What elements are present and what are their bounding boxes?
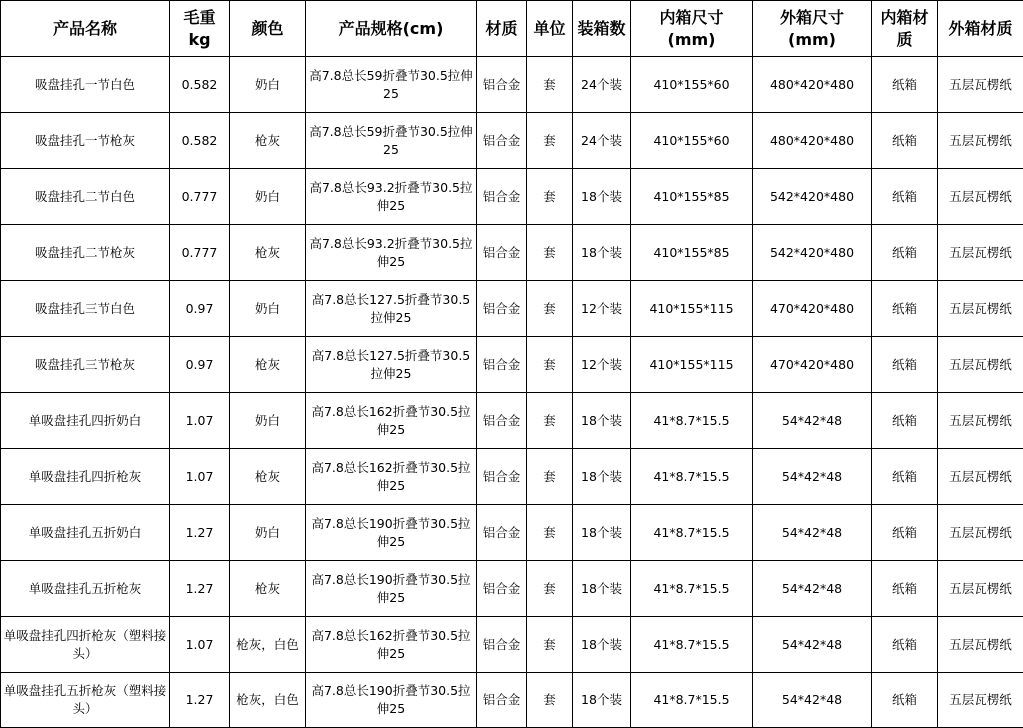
cell-inner-box-size: 41*8.7*15.5 bbox=[631, 561, 753, 617]
cell-pack-qty: 18个装 bbox=[573, 673, 631, 728]
cell-material: 铝合金 bbox=[477, 57, 527, 113]
table-row bbox=[1, 449, 1023, 505]
cell-pack-qty: 12个装 bbox=[573, 281, 631, 337]
cell-outer-box-material: 五层瓦楞纸 bbox=[938, 449, 1023, 505]
cell-pack-qty: 18个装 bbox=[573, 393, 631, 449]
cell-gross-weight: 0.97 bbox=[170, 337, 230, 393]
cell-color: 奶白 bbox=[230, 57, 306, 113]
cell-gross-weight: 0.582 bbox=[170, 57, 230, 113]
cell-color: 奶白 bbox=[230, 393, 306, 449]
cell-outer-box-size: 54*42*48 bbox=[753, 449, 872, 505]
cell-unit: 套 bbox=[527, 673, 573, 728]
cell-inner-box-size: 410*155*60 bbox=[631, 57, 753, 113]
cell-material: 铝合金 bbox=[477, 561, 527, 617]
cell-product-name: 吸盘挂孔二节枪灰 bbox=[1, 225, 170, 281]
cell-inner-box-size: 41*8.7*15.5 bbox=[631, 449, 753, 505]
cell-inner-box-material: 纸箱 bbox=[872, 505, 938, 561]
table-row bbox=[1, 281, 1023, 337]
cell-pack-qty: 18个装 bbox=[573, 169, 631, 225]
cell-outer-box-material: 五层瓦楞纸 bbox=[938, 673, 1023, 728]
cell-pack-qty: 24个装 bbox=[573, 57, 631, 113]
cell-color: 奶白 bbox=[230, 281, 306, 337]
cell-color: 枪灰 bbox=[230, 337, 306, 393]
cell-outer-box-material: 五层瓦楞纸 bbox=[938, 393, 1023, 449]
cell-unit: 套 bbox=[527, 393, 573, 449]
cell-outer-box-material: 五层瓦楞纸 bbox=[938, 505, 1023, 561]
cell-product-name: 吸盘挂孔一节枪灰 bbox=[1, 113, 170, 169]
cell-product-name: 单吸盘挂孔四折奶白 bbox=[1, 393, 170, 449]
header-outer-box-size: 外箱尺寸 (mm) bbox=[753, 1, 872, 57]
header-color: 颜色 bbox=[230, 1, 306, 57]
cell-spec: 高7.8总长59折叠节30.5拉伸25 bbox=[306, 57, 477, 113]
table-row bbox=[1, 617, 1023, 673]
cell-spec: 高7.8总长127.5折叠节30.5拉伸25 bbox=[306, 337, 477, 393]
cell-unit: 套 bbox=[527, 225, 573, 281]
cell-product-name: 单吸盘挂孔五折枪灰 bbox=[1, 561, 170, 617]
cell-inner-box-size: 410*155*60 bbox=[631, 113, 753, 169]
cell-unit: 套 bbox=[527, 57, 573, 113]
header-product-name: 产品名称 bbox=[1, 1, 170, 57]
cell-outer-box-material: 五层瓦楞纸 bbox=[938, 113, 1023, 169]
cell-unit: 套 bbox=[527, 113, 573, 169]
cell-spec: 高7.8总长162折叠节30.5拉伸25 bbox=[306, 449, 477, 505]
cell-product-name: 吸盘挂孔三节白色 bbox=[1, 281, 170, 337]
cell-material: 铝合金 bbox=[477, 449, 527, 505]
cell-unit: 套 bbox=[527, 617, 573, 673]
cell-gross-weight: 1.07 bbox=[170, 449, 230, 505]
cell-color: 枪灰 bbox=[230, 561, 306, 617]
cell-pack-qty: 24个装 bbox=[573, 113, 631, 169]
cell-spec: 高7.8总长93.2折叠节30.5拉伸25 bbox=[306, 225, 477, 281]
cell-pack-qty: 18个装 bbox=[573, 617, 631, 673]
cell-unit: 套 bbox=[527, 449, 573, 505]
cell-gross-weight: 0.777 bbox=[170, 225, 230, 281]
cell-product-name: 单吸盘挂孔五折枪灰（塑料接头） bbox=[1, 673, 170, 728]
header-outer-box-material: 外箱材质 bbox=[938, 1, 1023, 57]
cell-unit: 套 bbox=[527, 561, 573, 617]
cell-inner-box-material: 纸箱 bbox=[872, 449, 938, 505]
header-inner-box-material: 内箱材 质 bbox=[872, 1, 938, 57]
cell-inner-box-size: 410*155*85 bbox=[631, 225, 753, 281]
cell-inner-box-size: 410*155*115 bbox=[631, 281, 753, 337]
table-row bbox=[1, 169, 1023, 225]
cell-inner-box-material: 纸箱 bbox=[872, 393, 938, 449]
cell-gross-weight: 0.97 bbox=[170, 281, 230, 337]
cell-inner-box-material: 纸箱 bbox=[872, 281, 938, 337]
cell-pack-qty: 18个装 bbox=[573, 449, 631, 505]
header-gross-weight: 毛重 kg bbox=[170, 1, 230, 57]
cell-outer-box-material: 五层瓦楞纸 bbox=[938, 337, 1023, 393]
header-pack-qty: 装箱数 bbox=[573, 1, 631, 57]
cell-spec: 高7.8总长190折叠节30.5拉伸25 bbox=[306, 561, 477, 617]
cell-gross-weight: 1.07 bbox=[170, 617, 230, 673]
cell-outer-box-size: 54*42*48 bbox=[753, 673, 872, 728]
table-row bbox=[1, 561, 1023, 617]
cell-outer-box-size: 480*420*480 bbox=[753, 57, 872, 113]
cell-gross-weight: 0.777 bbox=[170, 169, 230, 225]
cell-material: 铝合金 bbox=[477, 225, 527, 281]
header-unit: 单位 bbox=[527, 1, 573, 57]
cell-inner-box-size: 410*155*115 bbox=[631, 337, 753, 393]
cell-inner-box-material: 纸箱 bbox=[872, 617, 938, 673]
cell-color: 枪灰，白色 bbox=[230, 617, 306, 673]
cell-product-name: 单吸盘挂孔四折枪灰 bbox=[1, 449, 170, 505]
cell-color: 枪灰 bbox=[230, 113, 306, 169]
cell-outer-box-size: 54*42*48 bbox=[753, 561, 872, 617]
table-row bbox=[1, 337, 1023, 393]
cell-material: 铝合金 bbox=[477, 617, 527, 673]
cell-product-name: 单吸盘挂孔四折枪灰（塑料接头） bbox=[1, 617, 170, 673]
header-spec: 产品规格(cm) bbox=[306, 1, 477, 57]
cell-outer-box-material: 五层瓦楞纸 bbox=[938, 225, 1023, 281]
table-row bbox=[1, 57, 1023, 113]
cell-inner-box-material: 纸箱 bbox=[872, 57, 938, 113]
cell-inner-box-material: 纸箱 bbox=[872, 169, 938, 225]
cell-inner-box-size: 41*8.7*15.5 bbox=[631, 617, 753, 673]
cell-inner-box-size: 41*8.7*15.5 bbox=[631, 673, 753, 728]
header-material: 材质 bbox=[477, 1, 527, 57]
cell-gross-weight: 1.27 bbox=[170, 505, 230, 561]
cell-unit: 套 bbox=[527, 337, 573, 393]
table-row bbox=[1, 113, 1023, 169]
header-inner-box-size: 内箱尺寸 (mm) bbox=[631, 1, 753, 57]
cell-inner-box-material: 纸箱 bbox=[872, 337, 938, 393]
cell-gross-weight: 1.27 bbox=[170, 673, 230, 728]
cell-product-name: 吸盘挂孔一节白色 bbox=[1, 57, 170, 113]
cell-unit: 套 bbox=[527, 505, 573, 561]
cell-product-name: 单吸盘挂孔五折奶白 bbox=[1, 505, 170, 561]
table-row bbox=[1, 505, 1023, 561]
cell-unit: 套 bbox=[527, 281, 573, 337]
cell-outer-box-size: 54*42*48 bbox=[753, 505, 872, 561]
table-row bbox=[1, 225, 1023, 281]
cell-gross-weight: 0.582 bbox=[170, 113, 230, 169]
cell-spec: 高7.8总长190折叠节30.5拉伸25 bbox=[306, 505, 477, 561]
cell-outer-box-material: 五层瓦楞纸 bbox=[938, 561, 1023, 617]
cell-inner-box-material: 纸箱 bbox=[872, 113, 938, 169]
cell-inner-box-size: 410*155*85 bbox=[631, 169, 753, 225]
cell-spec: 高7.8总长93.2折叠节30.5拉伸25 bbox=[306, 169, 477, 225]
cell-outer-box-size: 542*420*480 bbox=[753, 225, 872, 281]
cell-inner-box-material: 纸箱 bbox=[872, 561, 938, 617]
cell-material: 铝合金 bbox=[477, 281, 527, 337]
cell-spec: 高7.8总长162折叠节30.5拉伸25 bbox=[306, 393, 477, 449]
cell-outer-box-size: 480*420*480 bbox=[753, 113, 872, 169]
cell-color: 奶白 bbox=[230, 169, 306, 225]
cell-material: 铝合金 bbox=[477, 673, 527, 728]
cell-color: 枪灰 bbox=[230, 225, 306, 281]
cell-outer-box-material: 五层瓦楞纸 bbox=[938, 169, 1023, 225]
cell-product-name: 吸盘挂孔二节白色 bbox=[1, 169, 170, 225]
cell-pack-qty: 12个装 bbox=[573, 337, 631, 393]
header-row bbox=[1, 1, 1023, 57]
cell-outer-box-size: 54*42*48 bbox=[753, 617, 872, 673]
cell-outer-box-size: 54*42*48 bbox=[753, 393, 872, 449]
cell-pack-qty: 18个装 bbox=[573, 561, 631, 617]
cell-inner-box-size: 41*8.7*15.5 bbox=[631, 393, 753, 449]
cell-spec: 高7.8总长162折叠节30.5拉伸25 bbox=[306, 617, 477, 673]
cell-outer-box-material: 五层瓦楞纸 bbox=[938, 281, 1023, 337]
cell-color: 枪灰，白色 bbox=[230, 673, 306, 728]
table-row bbox=[1, 673, 1023, 728]
cell-outer-box-size: 470*420*480 bbox=[753, 281, 872, 337]
cell-spec: 高7.8总长190折叠节30.5拉伸25 bbox=[306, 673, 477, 728]
cell-gross-weight: 1.07 bbox=[170, 393, 230, 449]
cell-pack-qty: 18个装 bbox=[573, 225, 631, 281]
table-row bbox=[1, 393, 1023, 449]
cell-material: 铝合金 bbox=[477, 337, 527, 393]
cell-outer-box-size: 470*420*480 bbox=[753, 337, 872, 393]
cell-color: 枪灰 bbox=[230, 449, 306, 505]
cell-material: 铝合金 bbox=[477, 113, 527, 169]
cell-pack-qty: 18个装 bbox=[573, 505, 631, 561]
cell-material: 铝合金 bbox=[477, 393, 527, 449]
cell-gross-weight: 1.27 bbox=[170, 561, 230, 617]
cell-material: 铝合金 bbox=[477, 505, 527, 561]
cell-outer-box-material: 五层瓦楞纸 bbox=[938, 57, 1023, 113]
cell-material: 铝合金 bbox=[477, 169, 527, 225]
cell-inner-box-material: 纸箱 bbox=[872, 673, 938, 728]
cell-outer-box-material: 五层瓦楞纸 bbox=[938, 617, 1023, 673]
cell-inner-box-material: 纸箱 bbox=[872, 225, 938, 281]
cell-spec: 高7.8总长59折叠节30.5拉伸25 bbox=[306, 113, 477, 169]
cell-spec: 高7.8总长127.5折叠节30.5拉伸25 bbox=[306, 281, 477, 337]
cell-color: 奶白 bbox=[230, 505, 306, 561]
cell-unit: 套 bbox=[527, 169, 573, 225]
cell-product-name: 吸盘挂孔三节枪灰 bbox=[1, 337, 170, 393]
cell-inner-box-size: 41*8.7*15.5 bbox=[631, 505, 753, 561]
cell-outer-box-size: 542*420*480 bbox=[753, 169, 872, 225]
